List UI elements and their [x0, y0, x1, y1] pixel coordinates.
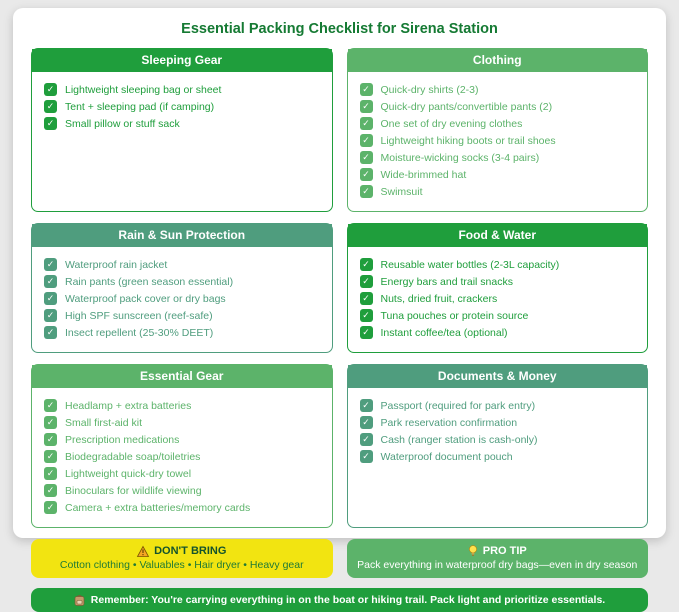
checkbox-checked[interactable]: ✓	[360, 258, 373, 271]
checkbox-checked[interactable]: ✓	[360, 275, 373, 288]
pro-tip-text: Pack everything in waterproof dry bags—even in dry season	[357, 559, 638, 571]
checkbox-checked[interactable]: ✓	[44, 450, 57, 463]
section-body	[32, 388, 332, 527]
checklist-item-label: Moisture-wicking socks (3-4 pairs)	[380, 151, 540, 164]
lightbulb-icon	[468, 545, 478, 557]
checklist-item	[360, 83, 636, 96]
checklist-item	[44, 117, 320, 130]
checklist-item-label: One set of dry evening clothes	[380, 117, 523, 130]
checklist-item	[44, 433, 320, 446]
footer-reminder-bar	[31, 588, 648, 612]
checklist-item-label: Cash (ranger station is cash-only)	[380, 433, 538, 446]
checklist-item	[360, 326, 636, 339]
checkbox-checked[interactable]: ✓	[44, 326, 57, 339]
checklist-item-label: Passport (required for park entry)	[380, 399, 536, 412]
sections-grid	[31, 48, 648, 528]
checklist-item	[44, 309, 320, 322]
checklist-item-label: Waterproof rain jacket	[65, 258, 168, 271]
section-header: Clothing	[348, 49, 648, 72]
section-header: Documents & Money	[348, 365, 648, 388]
section-body	[348, 72, 648, 211]
checklist-item	[360, 399, 636, 412]
checklist-item	[360, 185, 636, 198]
checklist-item-label: Instant coffee/tea (optional)	[380, 326, 508, 339]
checklist-item	[44, 83, 320, 96]
checklist-item	[360, 309, 636, 322]
checklist-item-label: Tent + sleeping pad (if camping)	[65, 100, 215, 113]
checklist-item	[44, 501, 320, 514]
section-card	[31, 48, 333, 212]
checkbox-checked[interactable]: ✓	[44, 100, 57, 113]
checkbox-checked[interactable]: ✓	[360, 292, 373, 305]
checkbox-checked[interactable]: ✓	[360, 134, 373, 147]
section-header: Food & Water	[348, 224, 648, 247]
section-body	[348, 247, 648, 352]
section-body	[32, 72, 332, 211]
dont-bring-title	[41, 545, 323, 557]
checklist-item-label: Small first-aid kit	[65, 416, 143, 429]
checklist-item	[360, 134, 636, 147]
checklist-item	[360, 100, 636, 113]
checklist-item	[44, 484, 320, 497]
section-card	[347, 223, 649, 353]
checkbox-checked[interactable]: ✓	[44, 416, 57, 429]
warning-icon	[137, 546, 149, 557]
checkbox-checked[interactable]: ✓	[360, 433, 373, 446]
section-header: Essential Gear	[32, 365, 332, 388]
checklist-item	[360, 450, 636, 463]
checkbox-checked[interactable]: ✓	[44, 399, 57, 412]
checklist-item-label: Quick-dry pants/convertible pants (2)	[380, 100, 553, 113]
checklist-item	[360, 117, 636, 130]
checkbox-checked[interactable]: ✓	[44, 501, 57, 514]
checklist-item	[360, 275, 636, 288]
section-card	[31, 223, 333, 353]
section-header: Rain & Sun Protection	[32, 224, 332, 247]
checklist-item-label: Park reservation confirmation	[380, 416, 518, 429]
checklist-item-label: Lightweight sleeping bag or sheet	[65, 83, 222, 96]
section-body	[348, 388, 648, 527]
checklist-item-label: Small pillow or stuff sack	[65, 117, 180, 130]
pro-tip-title-text: PRO TIP	[482, 545, 527, 557]
checklist-item-label: Wide-brimmed hat	[380, 168, 467, 181]
checklist-item-label: Prescription medications	[65, 433, 180, 446]
checklist-item	[44, 275, 320, 288]
section-header: Sleeping Gear	[32, 49, 332, 72]
checklist-item-label: Camera + extra batteries/memory cards	[65, 501, 251, 514]
checklist-item	[360, 258, 636, 271]
checkbox-checked[interactable]: ✓	[360, 168, 373, 181]
checklist-item	[44, 467, 320, 480]
checklist-item	[44, 416, 320, 429]
checklist-page-card	[13, 8, 666, 606]
dont-bring-text: Cotton clothing • Valuables • Hair dryer • Heavy gear	[59, 559, 304, 571]
checklist-item-label: Lightweight hiking boots or trail shoes	[380, 134, 556, 147]
checklist-item-label: Insect repellent (25-30% DEET)	[65, 326, 214, 339]
checkbox-checked[interactable]: ✓	[360, 100, 373, 113]
checkbox-checked[interactable]: ✓	[44, 484, 57, 497]
checkbox-checked[interactable]: ✓	[44, 275, 57, 288]
dont-bring-title-text: DON'T BRING	[154, 545, 227, 557]
checkbox-checked[interactable]: ✓	[44, 117, 57, 130]
checkbox-checked[interactable]: ✓	[44, 309, 57, 322]
footer-reminder-text: Remember: You're carrying everything in on the boat or hiking trail. Pack light and prioritize essentials.	[90, 594, 606, 606]
section-card	[31, 364, 333, 528]
backpack-icon	[74, 594, 85, 606]
checklist-item-label: Headlamp + extra batteries	[65, 399, 192, 412]
checklist-item-label: Quick-dry shirts (2-3)	[380, 83, 479, 96]
checklist-item	[44, 100, 320, 113]
checkbox-checked[interactable]: ✓	[360, 309, 373, 322]
checklist-item	[360, 168, 636, 181]
checkbox-checked[interactable]: ✓	[360, 83, 373, 96]
bottom-callouts	[31, 539, 648, 578]
checkbox-checked[interactable]: ✓	[44, 467, 57, 480]
dont-bring-box	[31, 539, 333, 578]
checkbox-checked[interactable]: ✓	[360, 117, 373, 130]
checklist-item-label: Swimsuit	[380, 185, 423, 198]
page-title: Essential Packing Checklist for Sirena Station	[181, 21, 498, 37]
pro-tip-box	[347, 539, 649, 578]
pro-tip-title	[357, 545, 639, 557]
checklist-item	[44, 326, 320, 339]
checkbox-checked[interactable]: ✓	[360, 416, 373, 429]
checklist-item	[360, 151, 636, 164]
checklist-item-label: Energy bars and trail snacks	[380, 275, 513, 288]
checkbox-checked[interactable]: ✓	[44, 292, 57, 305]
section-body	[32, 247, 332, 352]
checklist-item	[44, 258, 320, 271]
checklist-item-label: Waterproof document pouch	[380, 450, 513, 463]
checkbox-checked[interactable]: ✓	[360, 151, 373, 164]
checkbox-checked[interactable]: ✓	[360, 450, 373, 463]
checklist-item-label: Nuts, dried fruit, crackers	[380, 292, 498, 305]
checklist-item-label: Lightweight quick-dry towel	[65, 467, 192, 480]
checklist-item	[360, 416, 636, 429]
checklist-item-label: Biodegradable soap/toiletries	[65, 450, 201, 463]
checklist-item	[44, 292, 320, 305]
checkbox-checked[interactable]: ✓	[44, 83, 57, 96]
checkbox-checked[interactable]: ✓	[360, 326, 373, 339]
checkbox-checked[interactable]: ✓	[44, 258, 57, 271]
checklist-item-label: Rain pants (green season essential)	[65, 275, 234, 288]
checklist-item-label: Waterproof pack cover or dry bags	[65, 292, 226, 305]
checklist-item	[44, 450, 320, 463]
checklist-item-label: Reusable water bottles (2-3L capacity)	[380, 258, 560, 271]
section-card	[347, 48, 649, 212]
checklist-item	[360, 433, 636, 446]
checklist-item-label: Binoculars for wildlife viewing	[65, 484, 202, 497]
checklist-item-label: Tuna pouches or protein source	[380, 309, 529, 322]
checklist-item	[44, 399, 320, 412]
section-card	[347, 364, 649, 528]
checkbox-checked[interactable]: ✓	[44, 433, 57, 446]
checkbox-checked[interactable]: ✓	[360, 399, 373, 412]
checklist-item-label: High SPF sunscreen (reef-safe)	[65, 309, 213, 322]
checklist-item	[360, 292, 636, 305]
checkbox-checked[interactable]: ✓	[360, 185, 373, 198]
